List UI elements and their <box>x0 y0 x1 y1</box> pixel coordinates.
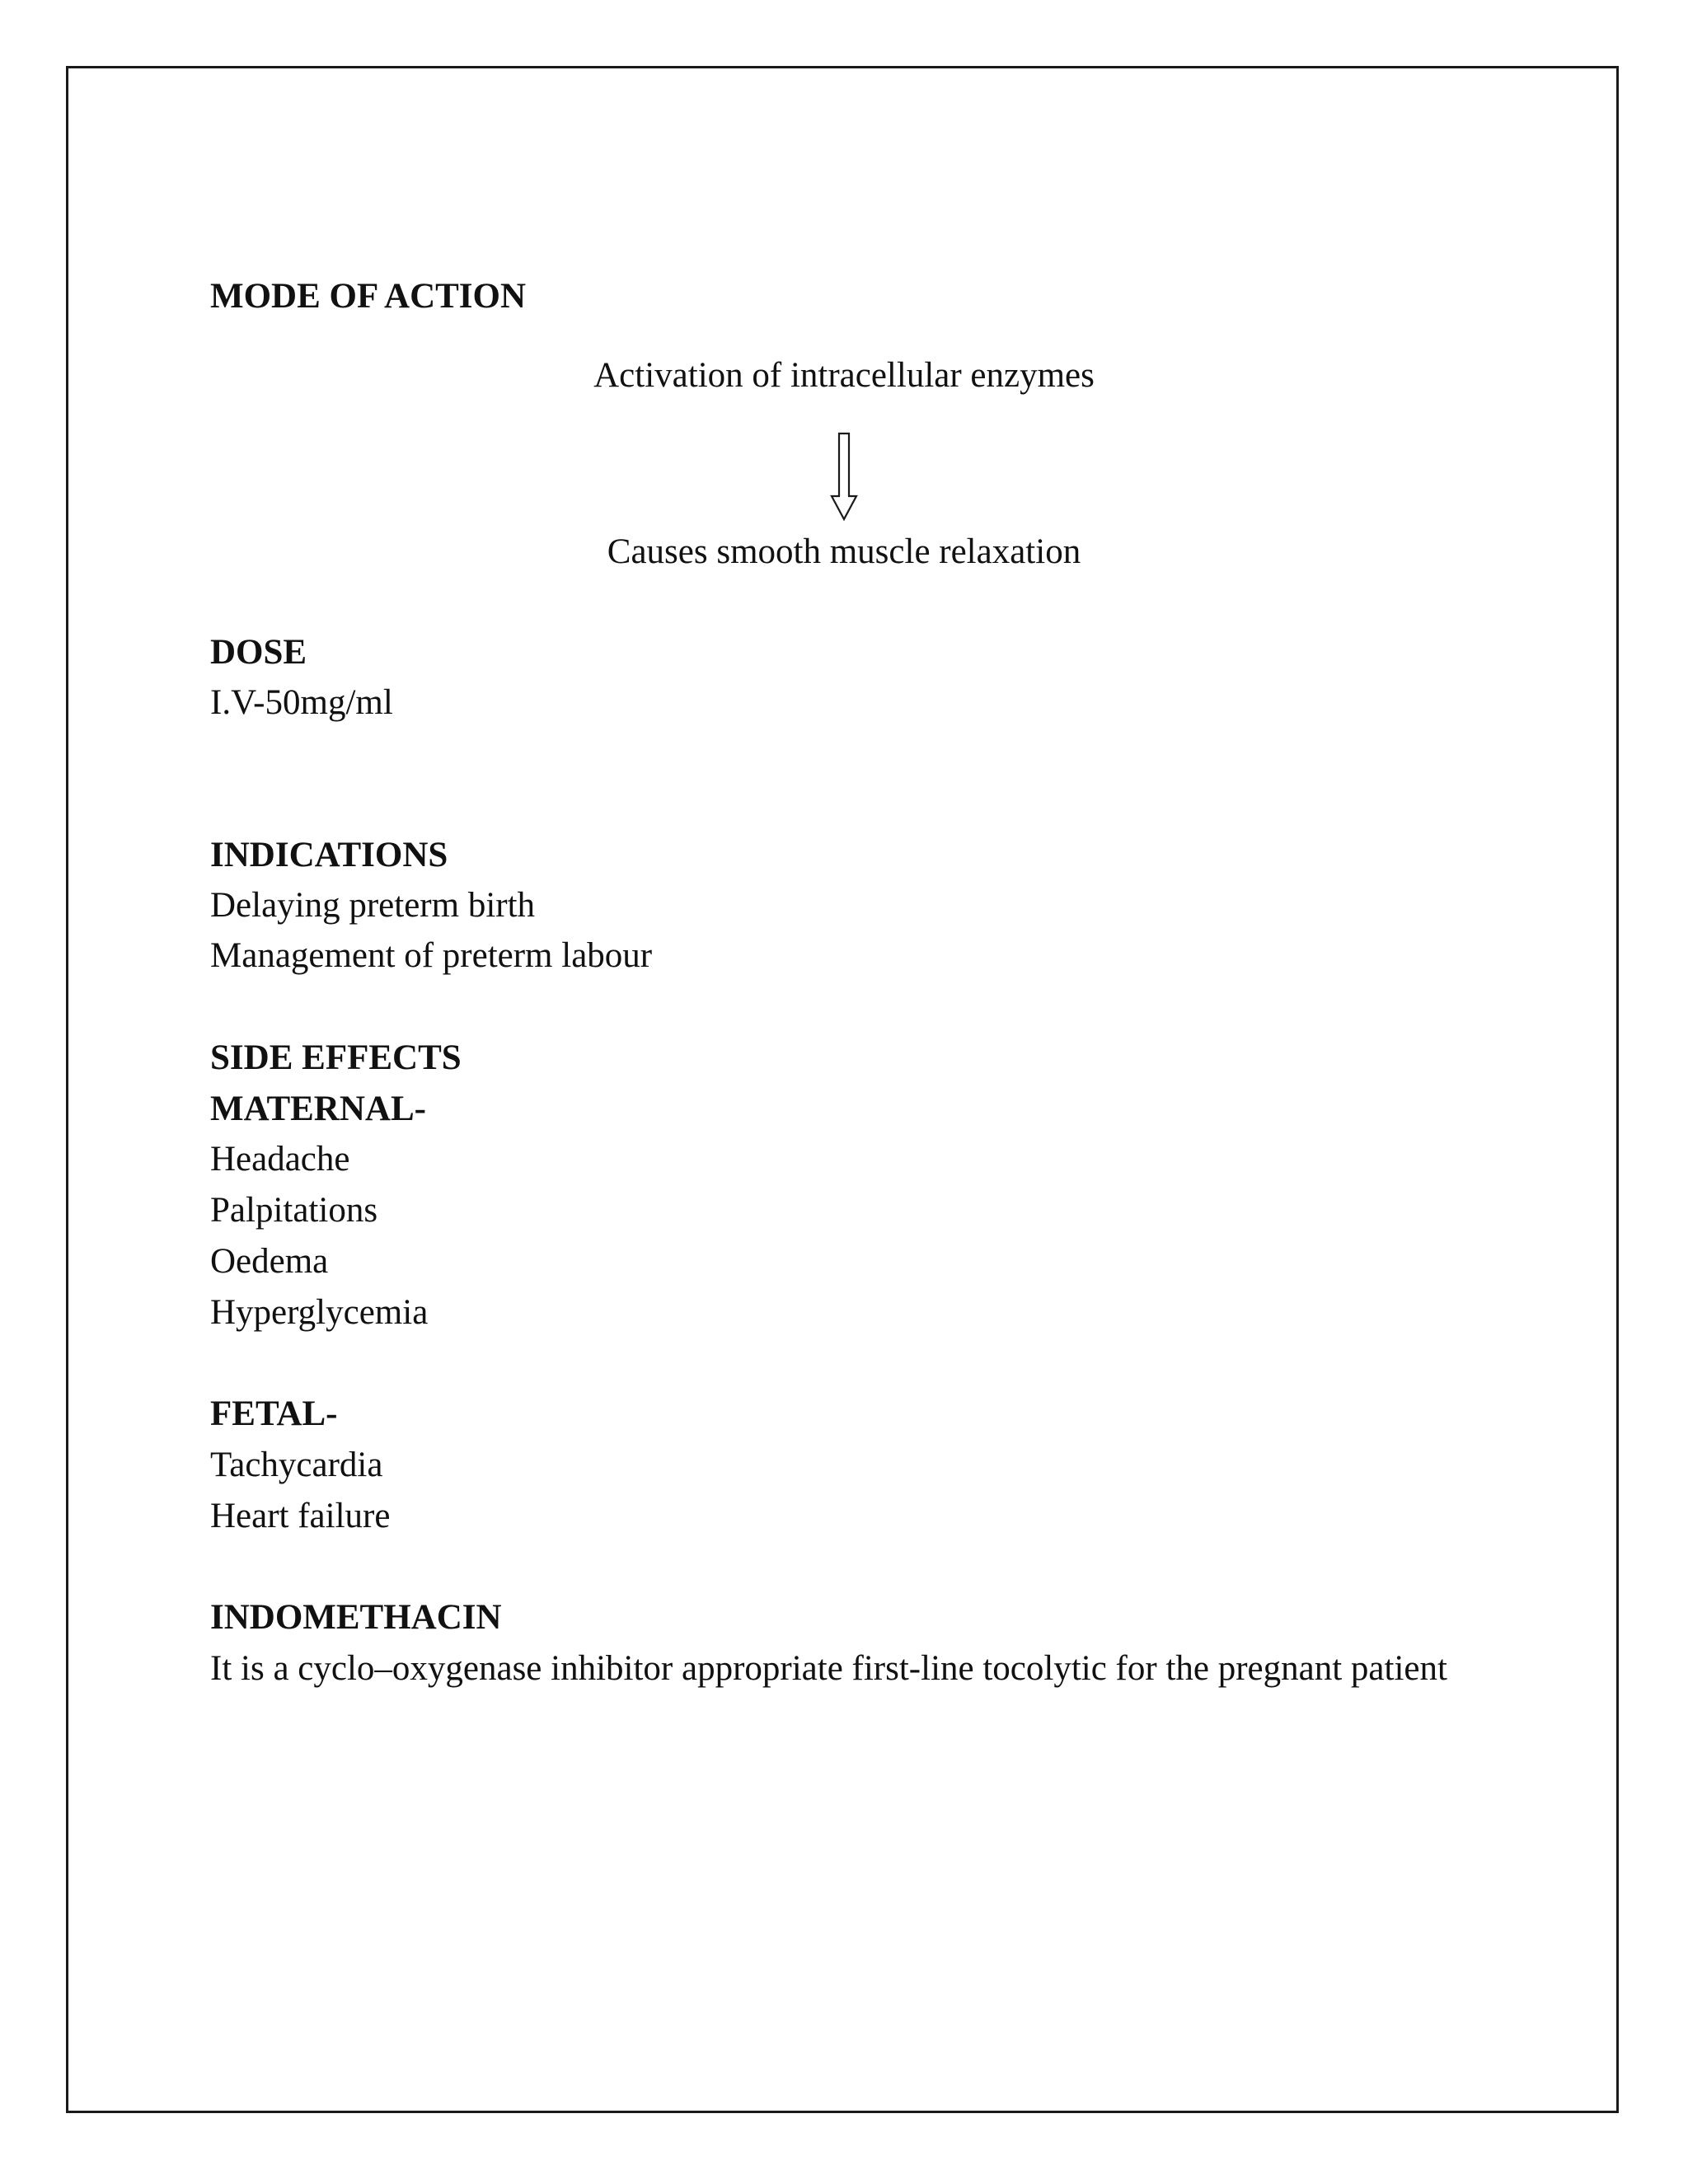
hollow-down-arrow-icon <box>829 432 859 523</box>
indomethacin-description: It is a cyclo–oxygenase inhibitor appropriate first-line tocolytic for the pregnant patient <box>210 1649 1447 1688</box>
dose-value: I.V-50mg/ml <box>210 683 393 722</box>
fetal-heading: FETAL- <box>210 1394 338 1433</box>
fetal-item: Tachycardia <box>210 1446 383 1484</box>
maternal-heading: MATERNAL- <box>210 1090 426 1128</box>
maternal-item: Hyperglycemia <box>210 1293 429 1332</box>
fetal-item: Heart failure <box>210 1497 391 1535</box>
indomethacin-heading: INDOMETHACIN <box>210 1598 502 1637</box>
indication-item: Delaying preterm birth <box>210 886 536 925</box>
indication-item: Management of preterm labour <box>210 936 653 975</box>
side-effects-heading: SIDE EFFECTS <box>210 1038 462 1077</box>
flow-step-activation: Activation of intracellular enzymes <box>593 356 1095 395</box>
maternal-item: Palpitations <box>210 1191 378 1230</box>
mode-of-action-heading: MODE OF ACTION <box>210 277 527 316</box>
maternal-item: Headache <box>210 1140 350 1179</box>
indications-heading: INDICATIONS <box>210 836 448 874</box>
dose-heading: DOSE <box>210 633 307 672</box>
flow-step-relaxation: Causes smooth muscle relaxation <box>607 532 1081 571</box>
maternal-item: Oedema <box>210 1242 329 1281</box>
